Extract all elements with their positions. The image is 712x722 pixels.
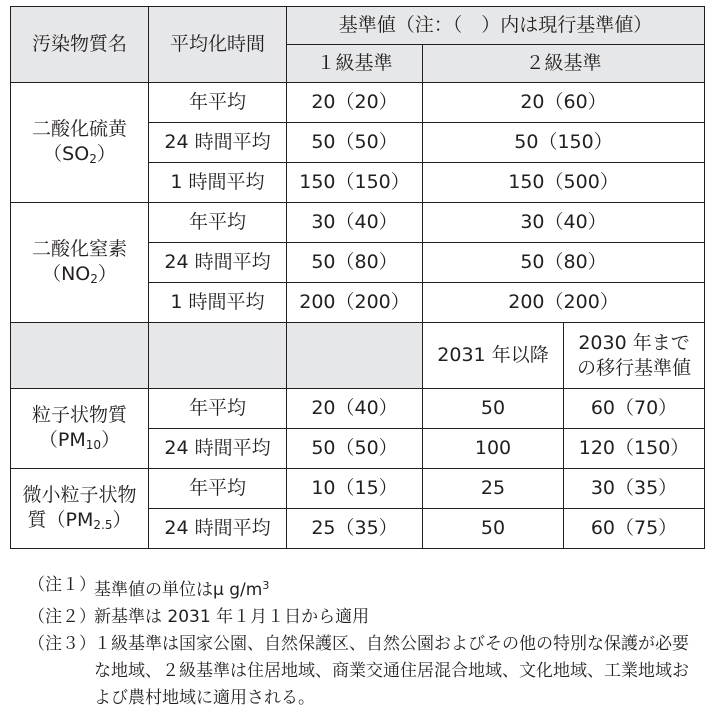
header-after-2031: 2031 年以降 [423, 323, 564, 389]
level2-value: 20（60） [423, 83, 705, 123]
note-1 [28, 572, 704, 604]
pollutant-no2 [11, 203, 149, 323]
level2-value: 50（80） [423, 243, 705, 283]
header-averaging-time: 平均化時間 [149, 7, 287, 83]
header-pollutant: 汚染物質名 [11, 7, 149, 83]
averaging-period: 1 時間平均 [149, 283, 287, 323]
table-row [11, 389, 705, 429]
note-3 [28, 631, 704, 712]
note-text: 基準値の単位はμ $g/m^3$ [94, 579, 270, 600]
averaging-period: 24 時間平均 [149, 243, 287, 283]
pollutant-formula: 質$(PM_{2.5})$ [27, 509, 132, 533]
level2-value-transition: 60（70） [564, 389, 705, 429]
level2-value-2031: 50 [423, 509, 564, 549]
header-standard-value: 基準値（注：（ ）内は現行基準値） [287, 7, 705, 45]
level2-value-transition: 120（150） [564, 429, 705, 469]
note-label: （注２） [28, 607, 96, 627]
level1-value: 20（40） [287, 389, 423, 429]
level2-value: 200（200） [423, 283, 705, 323]
pollutant-formula: $(SO_2)$ [43, 143, 116, 167]
table-row [11, 83, 705, 123]
level2-value-transition: 60（75） [564, 509, 705, 549]
pollutant-pm10 [11, 389, 149, 469]
level2-value: 150（500） [423, 163, 705, 203]
level1-value: 20（20） [287, 83, 423, 123]
level2-value-2031: 100 [423, 429, 564, 469]
averaging-period: 年平均 [149, 389, 287, 429]
note-label: （注１） [28, 575, 96, 595]
pm-subheader-row [11, 323, 705, 389]
averaging-period: 年平均 [149, 83, 287, 123]
level2-value-2031: 25 [423, 469, 564, 509]
note-text: １級基準は国家公園、自然保護区、自然公園およびその他の特別な保護が必要な地域、２級基準は住居地域、商業交通住居混合地域、文化地域、工業地域および農村地域に適用される。 [94, 634, 689, 708]
header-transition: 2030 年まで の移行基準値 [564, 323, 705, 389]
averaging-period: 1 時間平均 [149, 163, 287, 203]
pollutant-formula: $(NO_2)$ [42, 263, 117, 287]
blank-cell [11, 323, 149, 389]
level2-value-2031: 50 [423, 389, 564, 429]
blank-cell [287, 323, 423, 389]
level1-value: 200（200） [287, 283, 423, 323]
pollutant-formula: $(PM_{10})$ [38, 429, 121, 453]
averaging-period: 24 時間平均 [149, 509, 287, 549]
table-row [11, 469, 705, 509]
pollutant-name: 二酸化窒素 [31, 238, 127, 261]
header-level1: １級基準 [287, 45, 423, 83]
note-2 [28, 604, 704, 631]
pollutant-name: 粒子状物質 [31, 404, 127, 427]
level2-value: 50（150） [423, 123, 705, 163]
header-level2: ２級基準 [423, 45, 705, 83]
level1-value: 50（50） [287, 123, 423, 163]
note-label: （注３） [28, 634, 96, 654]
level2-value-transition: 30（35） [564, 469, 705, 509]
averaging-period: 年平均 [149, 203, 287, 243]
level1-value: 30（40） [287, 203, 423, 243]
footnotes [28, 572, 704, 712]
blank-cell [149, 323, 287, 389]
pollutant-name: 二酸化硫黄 [31, 118, 127, 141]
pollutant-name: 微小粒子状物 [22, 484, 137, 507]
level2-value: 30（40） [423, 203, 705, 243]
pollutant-pm25 [11, 469, 149, 549]
averaging-period: 24 時間平均 [149, 123, 287, 163]
averaging-period: 年平均 [149, 469, 287, 509]
pollutant-so2 [11, 83, 149, 203]
level1-value: 25（35） [287, 509, 423, 549]
table-row [11, 203, 705, 243]
level1-value: 150（150） [287, 163, 423, 203]
level1-value: 10（15） [287, 469, 423, 509]
averaging-period: 24 時間平均 [149, 429, 287, 469]
note-text: 新基準は 2031 年１月１日から適用 [94, 607, 370, 627]
air-quality-standards-table [10, 6, 705, 549]
level1-value: 50（50） [287, 429, 423, 469]
level1-value: 50（80） [287, 243, 423, 283]
